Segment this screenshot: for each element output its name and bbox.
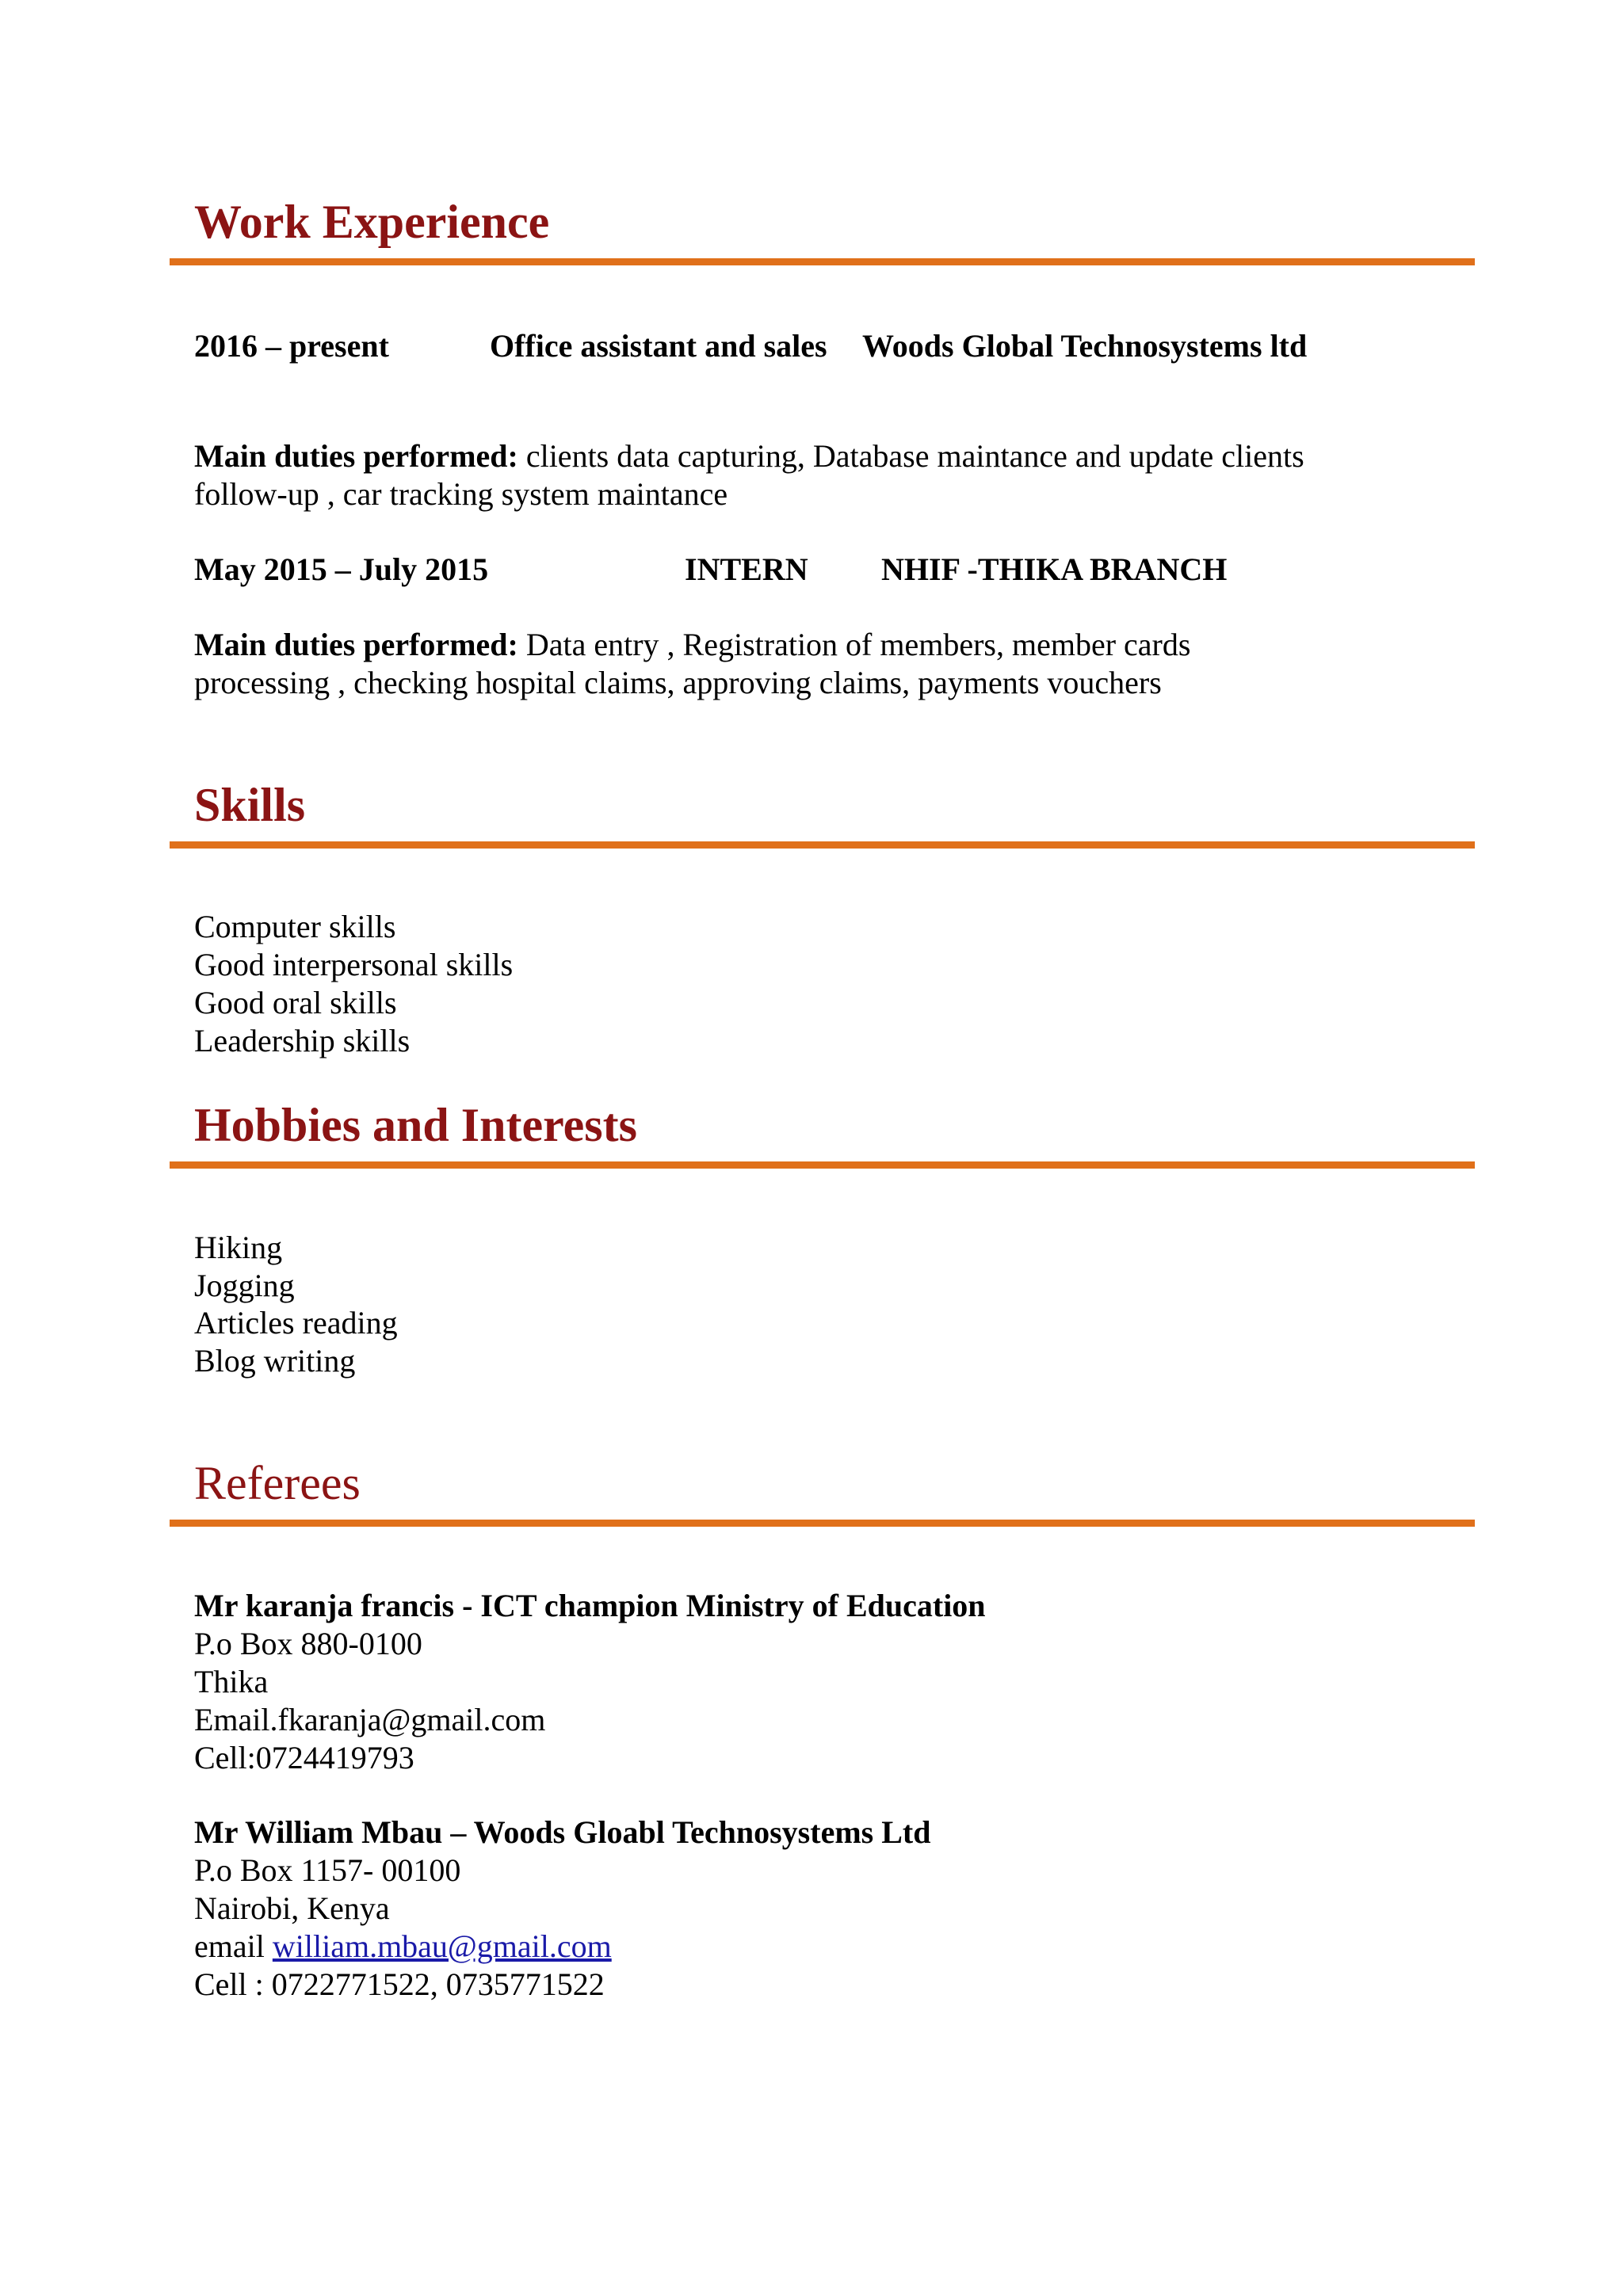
referee-2-city: Nairobi, Kenya — [194, 1890, 390, 1926]
hobbies-heading: Hobbies and Interests — [194, 1099, 637, 1151]
job-2-employer: NHIF -THIKA BRANCH — [881, 551, 1228, 587]
referee-2-cell: Cell : 0722771522, 0735771522 — [194, 1966, 605, 2002]
referee-2-email-line — [194, 1928, 612, 1966]
job-1-period: 2016 – present — [194, 328, 389, 364]
referee-1-name: Mr karanja francis - ICT champion Ministry of Education — [194, 1588, 986, 1623]
job-2-duties-label: Main duties performed: — [194, 627, 518, 662]
referee-1-cell: Cell:0724419793 — [194, 1740, 414, 1775]
referees-rule — [170, 1520, 1475, 1527]
referees-heading: Referees — [194, 1457, 361, 1509]
referee-1-email: Email.fkaranja@gmail.com — [194, 1702, 546, 1737]
job-2-duties-text: Data entry , Registration of members, member cards — [525, 627, 1191, 662]
hobby-item: Jogging — [194, 1268, 295, 1303]
referee-2-email-link[interactable]: william.mbau@gmail.com — [272, 1928, 612, 1964]
job-1-role: Office assistant and sales — [490, 328, 827, 364]
work-experience-rule — [170, 258, 1475, 265]
hobby-item: Hiking — [194, 1230, 283, 1265]
job-1-duties-label: Main duties performed: — [194, 438, 518, 474]
hobby-item: Blog writing — [194, 1343, 356, 1379]
skills-rule — [170, 841, 1475, 849]
job-1-duties-text: clients data capturing, Database maintance and update clients — [525, 438, 1304, 474]
work-experience-heading: Work Experience — [194, 196, 550, 248]
skill-item: Good oral skills — [194, 985, 397, 1020]
skill-item: Good interpersonal skills — [194, 947, 514, 982]
referee-1-address: P.o Box 880-0100 — [194, 1626, 422, 1661]
referee-2-email-label: email — [194, 1928, 265, 1964]
referee-2-address: P.o Box 1157- 00100 — [194, 1852, 461, 1888]
skills-heading: Skills — [194, 779, 306, 831]
referee-1-city: Thika — [194, 1664, 269, 1699]
job-2-duties-line-1 — [194, 626, 1190, 664]
referee-2-name: Mr William Mbau – Woods Gloabl Technosystems Ltd — [194, 1814, 931, 1850]
job-2-duties-line-2: processing , checking hospital claims, approving claims, payments vouchers — [194, 665, 1162, 700]
job-1-duties-line-2: follow-up , car tracking system maintance — [194, 476, 728, 512]
job-1-duties-line-1 — [194, 437, 1304, 475]
hobby-item: Articles reading — [194, 1305, 398, 1341]
hobbies-rule — [170, 1161, 1475, 1169]
job-2-period: May 2015 – July 2015 — [194, 551, 489, 587]
job-2-role: INTERN — [685, 551, 808, 587]
skill-item: Leadership skills — [194, 1023, 411, 1058]
job-1-employer: Woods Global Technosystems ltd — [862, 328, 1308, 364]
skill-item: Computer skills — [194, 909, 396, 944]
